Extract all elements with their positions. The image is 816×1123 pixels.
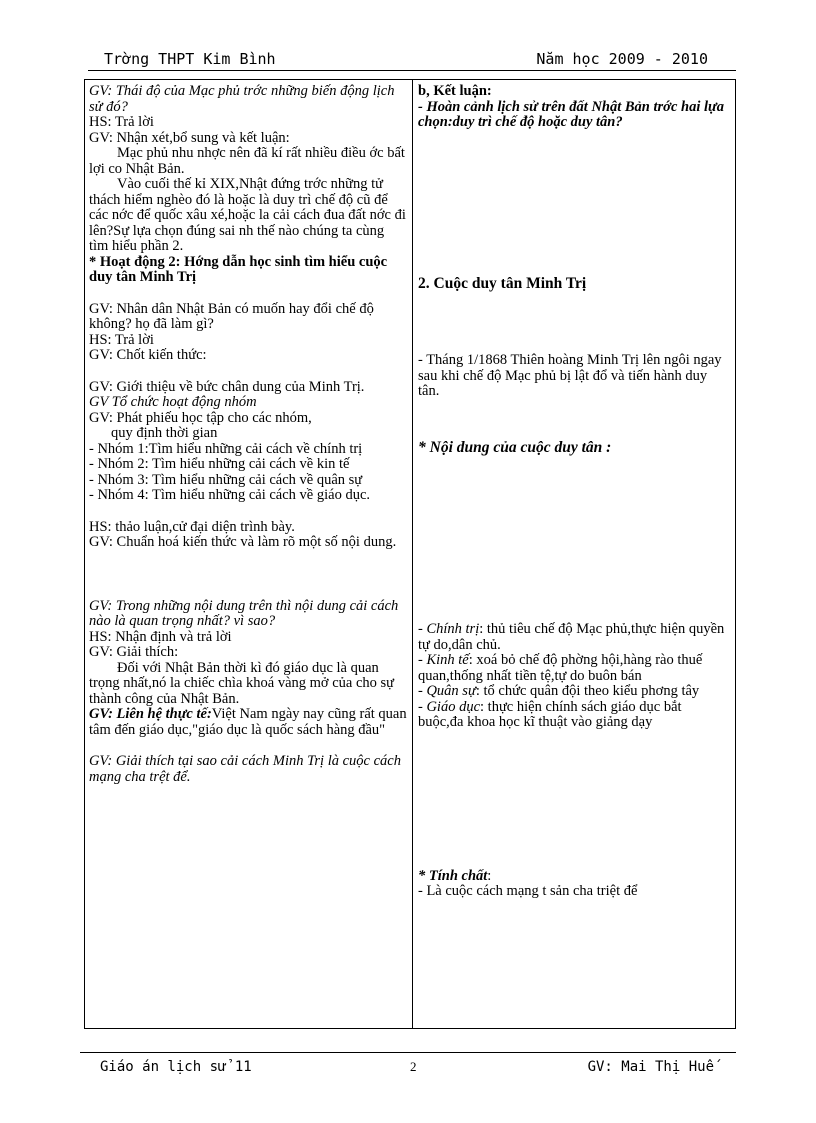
- student-answer-1: HS: Trả lời: [89, 114, 154, 130]
- teacher-note-6b: quy định thời gian: [111, 425, 218, 441]
- economy-item: [418, 653, 730, 684]
- military-item: [418, 684, 730, 700]
- student-answer-3: HS: thảo luận,cử đại diện trình bày.: [89, 518, 295, 535]
- military-text: : tổ chức quân đội theo kiểu phơng tây: [475, 683, 700, 699]
- group-2: - Nhóm 2: Tìm hiểu những cải cách về kin tế: [89, 456, 350, 472]
- real-life-text: Việt Nam ngày nay cũng rất quan tâm đến giáo dục,"giáo dục là quốc sách hàng đầu": [89, 706, 407, 738]
- nature-label: * Tính chất: [418, 867, 488, 884]
- politics-item: [418, 622, 730, 653]
- nature-text: - Là cuộc cách mạng t sản cha triệt để: [418, 883, 638, 899]
- student-answer-4: HS: Nhận định và trả lời: [89, 628, 232, 645]
- teacher-note-2: GV: Nhân dân Nhật Bản có muốn hay đổi chế độ không? họ đã làm gì?: [89, 300, 374, 332]
- military-label: - Quân sự: [418, 683, 476, 699]
- paragraph-3: Đối với Nhật Bản thời kì đó giáo dục là quan trọng nhất,nó la chiếc chìa khoá vàng mở của cho sự thành công của Nhật Bản.: [89, 659, 395, 707]
- teacher-note-1: GV: Nhận xét,bổ sung và kết luận:: [89, 129, 290, 146]
- group-3: - Nhóm 3: Tìm hiểu những cải cách về quân sự: [89, 471, 363, 488]
- economy-label: - Kinh tế: [418, 652, 469, 668]
- paragraph-2: Vào cuối thế kỉ XIX,Nhật đứng trớc những tử thách hiểm nghèo đó là hoặc là duy trì chế độ cũ để các nớc để quốc xâu xé,hoặc la cải cách đua đất nớc đi lên?Sự lựa chọn đúng sai nh thế nào chúng ta cùng tìm hiểu phần 2.: [89, 176, 406, 254]
- question-2: GV: Trong những nội dung trên thì nội dung cải cách nào là quan trọng nhất? vì sao?: [89, 597, 399, 629]
- question-1: GV: Thái độ của Mạc phủ trớc những biến động lịch sử đó?: [89, 83, 395, 115]
- section-2-title: 2. Cuộc duy tân Minh Trị: [418, 274, 587, 292]
- politics-label: - Chính trị: [418, 621, 480, 637]
- lesson-table: [84, 79, 736, 1029]
- content-column: [418, 84, 730, 900]
- teacher-note-8: GV: Giải thích:: [89, 644, 179, 660]
- education-label: - Giáo dục: [418, 698, 481, 715]
- teacher-note-5: GV Tổ chức hoạt động nhóm: [89, 394, 257, 410]
- footer-course: Giáo án lịch sử 11: [100, 1059, 252, 1075]
- group-1: - Nhóm 1:Tìm hiểu những cải cách về chính trị: [89, 440, 363, 457]
- teacher-note-4: GV: Giới thiệu về bức chân dung của Minh Trị.: [89, 378, 365, 395]
- school-name: Trờng THPT Kim Bình: [104, 50, 276, 68]
- page-footer: [80, 1052, 736, 1075]
- politics-text: : thủ tiêu chế độ Mạc phủ,thực hiện quyền tự do,dân chủ.: [418, 621, 725, 653]
- real-life-label: GV: Liên hệ thực tế:: [89, 706, 212, 722]
- school-year: Năm học 2009 - 2010: [536, 50, 708, 68]
- nature-colon: :: [487, 867, 492, 884]
- real-life-link: [89, 707, 407, 738]
- paragraph-1: Mạc phủ nhu nhợc nên đã kí rất nhiều điều ớc bất lợi co Nhật Bản.: [89, 145, 405, 177]
- conclusion-title: b, Kết luận:: [418, 83, 492, 99]
- education-text: : thực hiện chính sách giáo dục bắt buộc,đa khoa học kĩ thuật vào giảng dạy: [418, 698, 682, 730]
- page-header: [88, 44, 736, 71]
- education-item: [418, 700, 730, 731]
- column-divider: [412, 80, 413, 1028]
- footer-teacher: GV: Mai Thị Huế: [587, 1059, 714, 1075]
- teacher-note-7: GV: Chuẩn hoá kiến thức và làm rõ một số nội dung.: [89, 534, 397, 550]
- teacher-activity-column: [89, 84, 407, 785]
- content-title: * Nội dung của cuộc duy tân :: [418, 438, 612, 456]
- conclusion-text: - Hoàn cảnh lịch sử trên đất Nhật Bản trớc hai lựa chọn:duy trì chế độ hoặc duy tân?: [418, 98, 724, 130]
- teacher-note-6a: GV: Phát phiếu học tập cho các nhóm,: [89, 409, 312, 426]
- activity-2-heading: * Hoạt động 2: Hớng dẫn học sinh tìm hiểu cuộc duy tân Minh Trị: [89, 253, 388, 285]
- section-2-text: - Tháng 1/1868 Thiên hoàng Minh Trị lên ngôi ngay sau khi chế độ Mạc phủ bị lật đổ và tiến hành duy tân.: [418, 352, 722, 399]
- economy-text: : xoá bỏ chế độ phờng hội,hàng rào thuế quan,thống nhất tiền tệ,tự do buôn bán: [418, 652, 703, 684]
- student-answer-2: HS: Trả lời: [89, 331, 154, 348]
- question-3: GV: Giải thích tại sao cải cách Minh Trị là cuộc cách mạng cha trệt để.: [89, 753, 401, 785]
- page-number: 2: [410, 1059, 417, 1074]
- nature-heading: [418, 869, 730, 885]
- group-4: - Nhóm 4: Tìm hiểu những cải cách về giáo dục.: [89, 487, 371, 503]
- teacher-note-3: GV: Chốt kiến thức:: [89, 347, 207, 363]
